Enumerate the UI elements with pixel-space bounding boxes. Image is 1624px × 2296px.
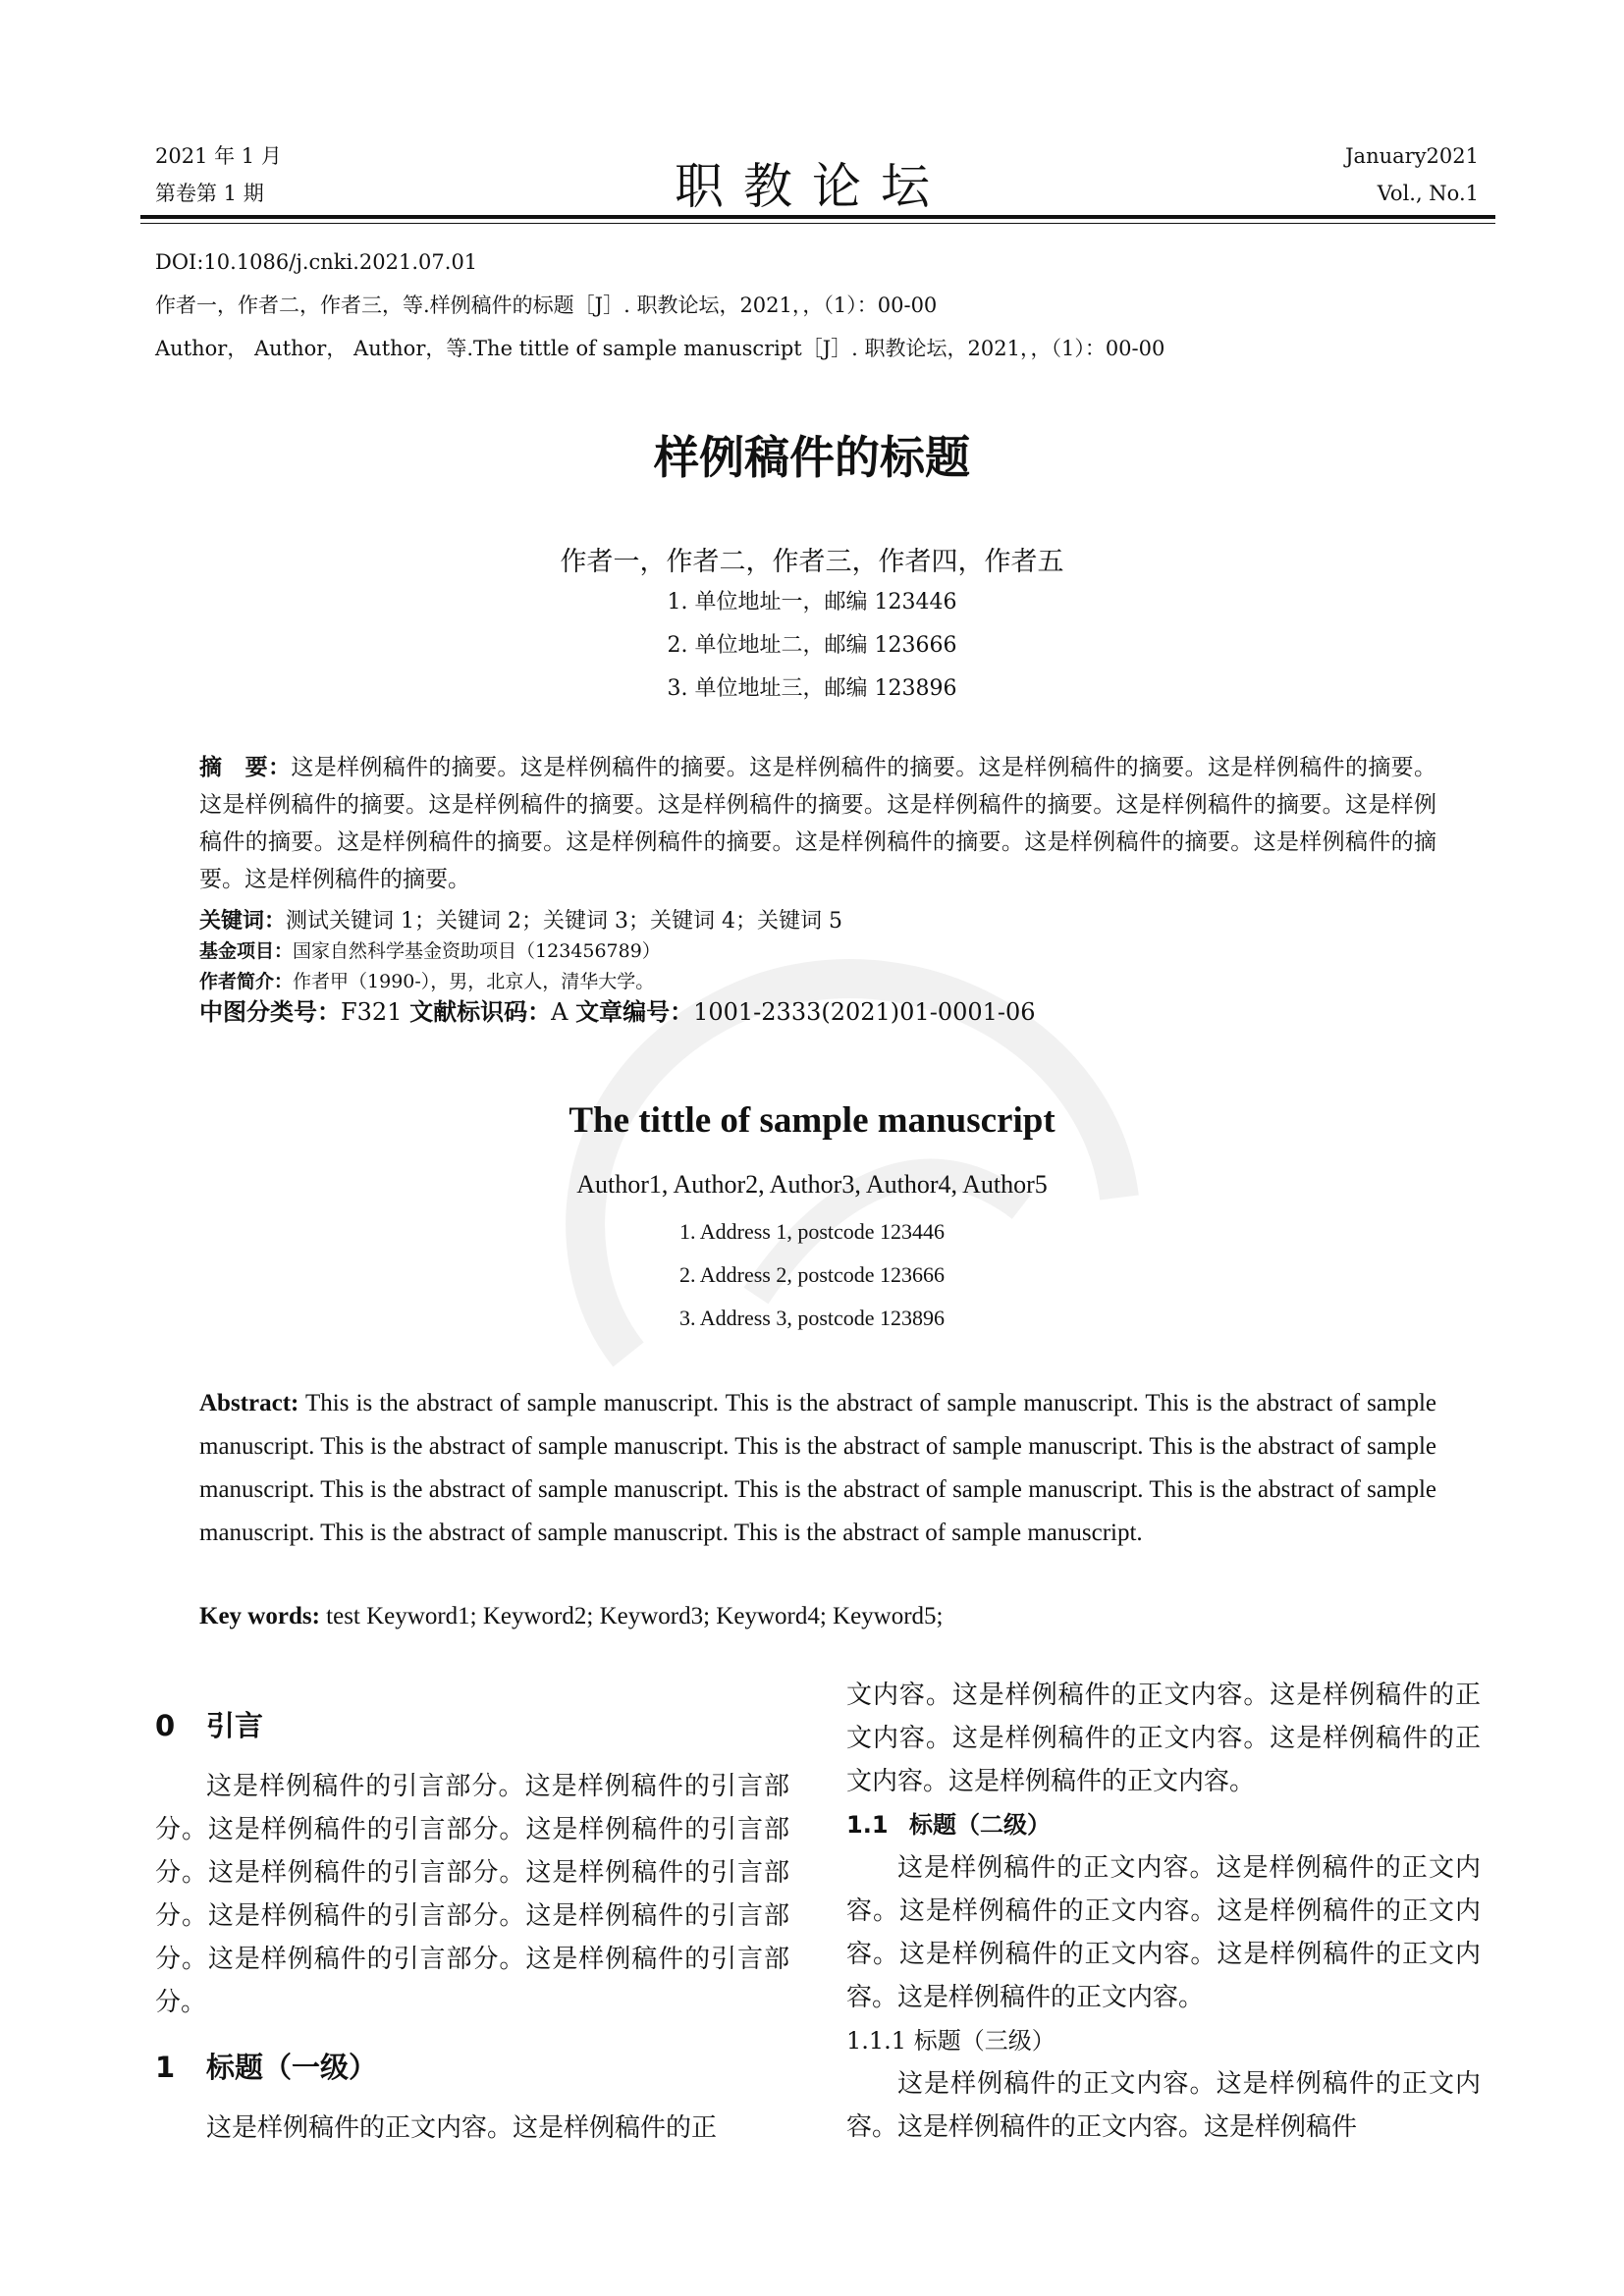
bio-label: 作者简介： <box>199 971 294 992</box>
section-number: 1 <box>155 2051 176 2084</box>
journal-name: 职教论坛 <box>675 158 949 215</box>
header-issue-cn: 第卷第 1 期 <box>155 182 264 205</box>
section-heading-1 <box>155 2038 789 2097</box>
fund-text: 国家自然科学基金资助项目（123456789） <box>293 940 661 962</box>
section-title: 引言 <box>206 1709 264 1742</box>
header-date-cn: 2021 年 1 月 <box>155 144 282 168</box>
abstract-en-text: This is the abstract of sample manuscript. This is the abstract of sample manuscript. This is the abstract of sample manuscript. This is the abstract of sample manuscript. This is the abstract of sample manuscript. This is the abstract of sample manuscript. This is the abstract of sample manuscript. This is the abstract of sample manuscript. This is the abstract of sample manuscript. This is the abstract of sample manuscript. This is the abstract of sample manuscript. <box>199 1390 1436 1546</box>
header-date-en: January2021 <box>1345 144 1479 168</box>
citation-block <box>155 240 1164 370</box>
header-rule-thin <box>140 223 1495 224</box>
paper-title-en: The tittle of sample manuscript <box>568 1100 1056 1141</box>
affiliation-en-3: 3. Address 3, postcode 123896 <box>678 1306 946 1330</box>
clc-label: 中图分类号： <box>199 998 341 1026</box>
abstract-en <box>199 1382 1436 1555</box>
classification-line <box>199 997 1436 1028</box>
affiliation-cn-1: 1. 单位地址一，邮编 123446 <box>667 590 957 614</box>
authors-en: Author1, Author2, Author3, Author4, Author5 <box>576 1170 1048 1199</box>
header-right <box>1345 137 1479 212</box>
abstract-cn <box>199 749 1436 898</box>
body-column-right <box>846 1674 1481 2149</box>
citation-en: Author， Author， Author，等.The tittle of sample manuscript［J］. 职教论坛，2021，，（1）：00-00 <box>155 337 1165 360</box>
doi-line: DOI:10.1086/j.cnki.2021.07.01 <box>155 250 478 274</box>
keywords-cn <box>199 906 1436 936</box>
article-no-label: 文章编号： <box>575 998 694 1026</box>
authors-cn: 作者一，作者二，作者三，作者四，作者五 <box>560 547 1064 577</box>
article-no-value: 1001-2333(2021)01-0001-06 <box>693 998 1036 1026</box>
subsection-title: 标题（二级） <box>909 1811 1051 1839</box>
keywords-en <box>199 1597 1436 1636</box>
clc-value: F321 <box>341 998 403 1026</box>
affiliation-cn-3: 3. 单位地址三，邮编 123896 <box>667 676 957 701</box>
header-issue-en: Vol., No.1 <box>1377 182 1479 205</box>
section-1-paragraph: 这是样例稿件的正文内容。这是样例稿件的正 <box>206 2113 718 2143</box>
fund-label: 基金项目： <box>199 940 294 962</box>
bio-line <box>199 967 1436 997</box>
section-heading-0 <box>155 1696 789 1755</box>
affiliation-cn-2: 2. 单位地址二，邮编 123666 <box>667 633 957 658</box>
doc-code-label: 文献标识码： <box>409 998 552 1026</box>
continued-paragraph: 文内容。这是样例稿件的正文内容。这是样例稿件的正文内容。这是样例稿件的正文内容。这是样例稿件的正文内容。这是样例稿件的正文内容。 <box>846 1681 1481 1796</box>
meta-cn <box>199 906 1436 1028</box>
affiliation-en-2: 2. Address 2, postcode 123666 <box>678 1262 946 1287</box>
header-rule-thick <box>140 215 1495 219</box>
body-column-left <box>155 1688 789 2150</box>
keywords-en-text: test Keyword1; Keyword2; Keyword3; Keyword4; Keyword5; <box>319 1603 944 1629</box>
paper-title-cn: 样例稿件的标题 <box>654 431 970 484</box>
subsection-1-1-paragraph: 这是样例稿件的正文内容。这是样例稿件的正文内容。这是样例稿件的正文内容。这是样例稿件的正文内容。这是样例稿件的正文内容。这是样例稿件的正文内容。这是样例稿件的正文内容。 <box>846 1853 1481 2012</box>
keywords-cn-text: 测试关键词 1；关键词 2；关键词 3；关键词 4；关键词 5 <box>286 909 842 934</box>
subsection-heading-1-1 <box>846 1803 1481 1846</box>
fund-line <box>199 936 1436 967</box>
affiliations-cn <box>0 581 1624 711</box>
doc-code-value: A <box>551 998 568 1026</box>
keywords-cn-label: 关键词： <box>199 909 287 934</box>
subsection-number: 1.1 <box>846 1811 889 1839</box>
keywords-en-label: Key words: <box>199 1603 320 1629</box>
subsubsection-heading-1-1-1: 1.1.1 标题（三级） <box>846 2027 1056 2055</box>
citation-cn: 作者一，作者二，作者三，等.样例稿件的标题［J］. 职教论坛，2021，，（1）：00-00 <box>155 294 938 317</box>
abstract-cn-label: 摘 要： <box>199 755 292 780</box>
section-title: 标题（一级） <box>206 2051 378 2084</box>
abstract-en-label: Abstract: <box>199 1390 299 1416</box>
abstract-cn-text: 这是样例稿件的摘要。这是样例稿件的摘要。这是样例稿件的摘要。这是样例稿件的摘要。这是样例稿件的摘要。这是样例稿件的摘要。这是样例稿件的摘要。这是样例稿件的摘要。这是样例稿件的摘要。这是样例稿件的摘要。这是样例稿件的摘要。这是样例稿件的摘要。这是样例稿件的摘要。这是样例稿件的摘要。这是样例稿件的摘要。这是样例稿件的摘要。这是样例稿件的摘要。 <box>199 755 1437 892</box>
section-number: 0 <box>155 1709 176 1742</box>
affiliations-en <box>0 1210 1624 1340</box>
affiliation-en-1: 1. Address 1, postcode 123446 <box>678 1219 946 1244</box>
intro-paragraph: 这是样例稿件的引言部分。这是样例稿件的引言部分。这是样例稿件的引言部分。这是样例稿件的引言部分。这是样例稿件的引言部分。这是样例稿件的引言部分。这是样例稿件的引言部分。这是样例稿件的引言部分。这是样例稿件的引言部分。这是样例稿件的引言部分。 <box>155 1772 789 2017</box>
subsubsection-1-1-1-paragraph: 这是样例稿件的正文内容。这是样例稿件的正文内容。这是样例稿件的正文内容。这是样例稿件 <box>846 2069 1481 2142</box>
bio-text: 作者甲（1990-），男，北京人，清华大学。 <box>293 971 655 992</box>
